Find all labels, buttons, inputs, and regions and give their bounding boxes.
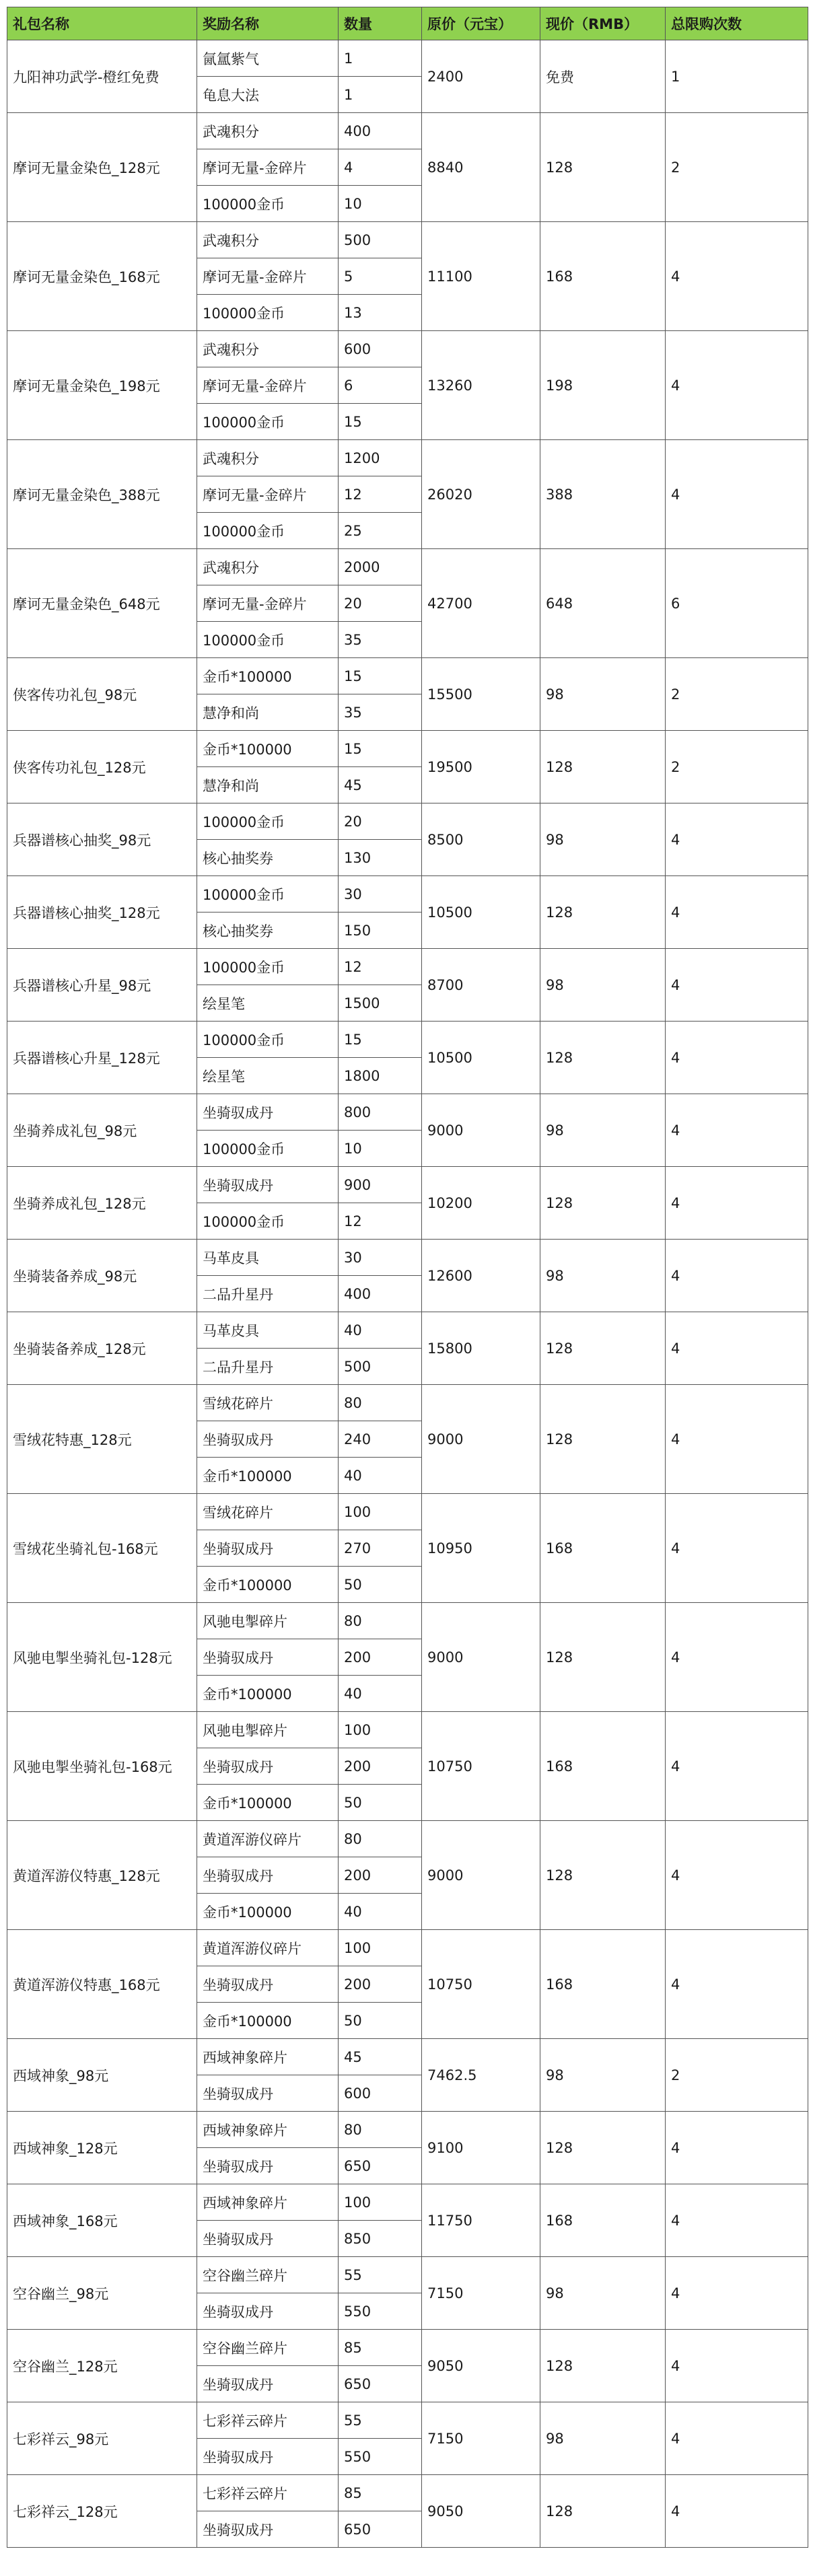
package-name-cell: 黄道浑游仪特惠_128元 [7,1821,197,1930]
purchase-limit-cell: 2 [666,731,808,803]
table-row [7,731,808,767]
table-row [7,1167,808,1203]
purchase-limit-cell: 4 [666,1240,808,1312]
package-name-cell: 摩诃无量金染色_168元 [7,222,197,331]
reward-name-cell: 坐骑驭成丹 [197,1966,339,2003]
quantity-cell: 50 [339,1567,422,1603]
quantity-cell: 40 [339,1312,422,1349]
header-package-name: 礼包名称 [7,7,197,40]
reward-name-cell: 摩诃无量-金碎片 [197,258,339,295]
package-name-cell: 风驰电掣坐骑礼包-128元 [7,1603,197,1712]
quantity-cell: 12 [339,476,422,513]
quantity-cell: 500 [339,1349,422,1385]
purchase-limit-cell: 2 [666,658,808,731]
reward-name-cell: 坐骑驭成丹 [197,2293,339,2330]
quantity-cell: 80 [339,2112,422,2148]
reward-name-cell: 雪绒花碎片 [197,1385,339,1421]
quantity-cell: 600 [339,2075,422,2112]
purchase-limit-cell: 4 [666,2257,808,2330]
quantity-cell: 650 [339,2366,422,2402]
quantity-cell: 100 [339,1712,422,1748]
purchase-limit-cell: 4 [666,2184,808,2257]
quantity-cell: 130 [339,840,422,876]
quantity-cell: 20 [339,803,422,840]
package-name-cell: 空谷幽兰_128元 [7,2330,197,2402]
quantity-cell: 1 [339,77,422,113]
original-price-cell: 11100 [422,222,540,331]
original-price-cell: 9000 [422,1385,540,1494]
purchase-limit-cell: 2 [666,113,808,222]
reward-name-cell: 慧净和尚 [197,694,339,731]
original-price-cell: 12600 [422,1240,540,1312]
package-name-cell: 摩诃无量金染色_388元 [7,440,197,549]
package-name-cell: 风驰电掣坐骑礼包-168元 [7,1712,197,1821]
current-price-cell: 168 [540,222,666,331]
current-price-cell: 648 [540,549,666,658]
reward-name-cell: 坐骑驭成丹 [197,1530,339,1567]
quantity-cell: 6 [339,367,422,404]
quantity-cell: 45 [339,2039,422,2075]
quantity-cell: 10 [339,1131,422,1167]
table-row [7,803,808,840]
quantity-cell: 12 [339,949,422,985]
reward-name-cell: 摩诃无量-金碎片 [197,476,339,513]
header-row [7,7,808,40]
table-row [7,1821,808,1857]
purchase-limit-cell: 4 [666,1494,808,1603]
reward-name-cell: 黄道浑游仪碎片 [197,1821,339,1857]
quantity-cell: 15 [339,1022,422,1058]
quantity-cell: 1200 [339,440,422,476]
quantity-cell: 25 [339,513,422,549]
purchase-limit-cell: 4 [666,1930,808,2039]
table-row [7,440,808,476]
quantity-cell: 85 [339,2330,422,2366]
reward-name-cell: 七彩祥云碎片 [197,2475,339,2511]
reward-name-cell: 二品升星丹 [197,1276,339,1312]
reward-name-cell: 龟息大法 [197,77,339,113]
purchase-limit-cell: 4 [666,949,808,1022]
reward-name-cell: 100000金币 [197,513,339,549]
purchase-limit-cell: 6 [666,549,808,658]
table-row [7,1312,808,1349]
reward-name-cell: 空谷幽兰碎片 [197,2330,339,2366]
package-name-cell: 摩诃无量金染色_128元 [7,113,197,222]
current-price-cell: 免费 [540,40,666,113]
original-price-cell: 9050 [422,2475,540,2548]
header-quantity: 数量 [339,7,422,40]
purchase-limit-cell: 4 [666,1167,808,1240]
package-name-cell: 雪绒花坐骑礼包-168元 [7,1494,197,1603]
current-price-cell: 168 [540,1712,666,1821]
table-row [7,658,808,694]
quantity-cell: 550 [339,2439,422,2475]
quantity-cell: 55 [339,2402,422,2439]
reward-name-cell: 坐骑驭成丹 [197,2366,339,2402]
quantity-cell: 80 [339,1821,422,1857]
gift-package-table [7,7,808,2548]
reward-name-cell: 100000金币 [197,622,339,658]
current-price-cell: 128 [540,1312,666,1385]
purchase-limit-cell: 4 [666,1312,808,1385]
table-row [7,1712,808,1748]
purchase-limit-cell: 4 [666,1821,808,1930]
reward-name-cell: 慧净和尚 [197,767,339,803]
table-row [7,2112,808,2148]
table-row [7,40,808,77]
reward-name-cell: 坐骑驭成丹 [197,1167,339,1203]
table-row [7,2184,808,2221]
original-price-cell: 7462.5 [422,2039,540,2112]
reward-name-cell: 武魂积分 [197,331,339,367]
package-name-cell: 西域神象_128元 [7,2112,197,2184]
reward-name-cell: 武魂积分 [197,440,339,476]
quantity-cell: 400 [339,113,422,149]
reward-name-cell: 风驰电掣碎片 [197,1603,339,1639]
reward-name-cell: 金币*100000 [197,2003,339,2039]
quantity-cell: 200 [339,1966,422,2003]
current-price-cell: 128 [540,731,666,803]
reward-name-cell: 坐骑驭成丹 [197,1857,339,1894]
quantity-cell: 150 [339,913,422,949]
table-row [7,2039,808,2075]
package-name-cell: 坐骑养成礼包_128元 [7,1167,197,1240]
reward-name-cell: 二品升星丹 [197,1349,339,1385]
current-price-cell: 98 [540,949,666,1022]
quantity-cell: 650 [339,2511,422,2548]
reward-name-cell: 金币*100000 [197,658,339,694]
reward-name-cell: 武魂积分 [197,222,339,258]
original-price-cell: 42700 [422,549,540,658]
quantity-cell: 30 [339,876,422,913]
reward-name-cell: 金币*100000 [197,1458,339,1494]
current-price-cell: 98 [540,1240,666,1312]
reward-name-cell: 绘星笔 [197,1058,339,1094]
reward-name-cell: 武魂积分 [197,549,339,585]
original-price-cell: 10500 [422,876,540,949]
quantity-cell: 40 [339,1894,422,1930]
quantity-cell: 80 [339,1603,422,1639]
quantity-cell: 12 [339,1203,422,1240]
package-name-cell: 摩诃无量金染色_648元 [7,549,197,658]
original-price-cell: 8500 [422,803,540,876]
package-name-cell: 侠客传功礼包_128元 [7,731,197,803]
quantity-cell: 1500 [339,985,422,1022]
quantity-cell: 270 [339,1530,422,1567]
reward-name-cell: 金币*100000 [197,1894,339,1930]
reward-name-cell: 风驰电掣碎片 [197,1712,339,1748]
table-row [7,2402,808,2439]
table-row [7,2330,808,2366]
reward-name-cell: 七彩祥云碎片 [197,2402,339,2439]
header-current-price: 现价（RMB） [540,7,666,40]
reward-name-cell: 马革皮具 [197,1240,339,1276]
table-body [7,40,808,2548]
reward-name-cell: 100000金币 [197,186,339,222]
quantity-cell: 40 [339,1676,422,1712]
purchase-limit-cell: 2 [666,2039,808,2112]
quantity-cell: 50 [339,2003,422,2039]
original-price-cell: 9050 [422,2330,540,2402]
original-price-cell: 10750 [422,1930,540,2039]
package-name-cell: 雪绒花特惠_128元 [7,1385,197,1494]
quantity-cell: 240 [339,1421,422,1458]
original-price-cell: 2400 [422,40,540,113]
current-price-cell: 198 [540,331,666,440]
purchase-limit-cell: 4 [666,2402,808,2475]
package-name-cell: 西域神象_98元 [7,2039,197,2112]
table-row [7,876,808,913]
table-row [7,1603,808,1639]
original-price-cell: 7150 [422,2257,540,2330]
table-row [7,222,808,258]
current-price-cell: 98 [540,803,666,876]
package-name-cell: 七彩祥云_98元 [7,2402,197,2475]
current-price-cell: 168 [540,1494,666,1603]
quantity-cell: 100 [339,2184,422,2221]
quantity-cell: 4 [339,149,422,186]
reward-name-cell: 西域神象碎片 [197,2039,339,2075]
reward-name-cell: 金币*100000 [197,1676,339,1712]
original-price-cell: 7150 [422,2402,540,2475]
quantity-cell: 55 [339,2257,422,2293]
reward-name-cell: 100000金币 [197,1131,339,1167]
package-name-cell: 兵器谱核心升星_128元 [7,1022,197,1094]
package-name-cell: 黄道浑游仪特惠_168元 [7,1930,197,2039]
package-name-cell: 坐骑装备养成_128元 [7,1312,197,1385]
original-price-cell: 10950 [422,1494,540,1603]
current-price-cell: 168 [540,1930,666,2039]
quantity-cell: 15 [339,731,422,767]
reward-name-cell: 100000金币 [197,876,339,913]
package-name-cell: 坐骑装备养成_98元 [7,1240,197,1312]
purchase-limit-cell: 4 [666,1022,808,1094]
current-price-cell: 128 [540,2330,666,2402]
quantity-cell: 100 [339,1494,422,1530]
quantity-cell: 80 [339,1385,422,1421]
reward-name-cell: 摩诃无量-金碎片 [197,367,339,404]
purchase-limit-cell: 4 [666,222,808,331]
reward-name-cell: 黄道浑游仪碎片 [197,1930,339,1966]
current-price-cell: 128 [540,1022,666,1094]
original-price-cell: 9000 [422,1821,540,1930]
quantity-cell: 850 [339,2221,422,2257]
purchase-limit-cell: 4 [666,1603,808,1712]
quantity-cell: 400 [339,1276,422,1312]
table-row [7,1022,808,1058]
purchase-limit-cell: 4 [666,1094,808,1167]
reward-name-cell: 100000金币 [197,1203,339,1240]
reward-name-cell: 坐骑驭成丹 [197,2148,339,2184]
quantity-cell: 550 [339,2293,422,2330]
table-row [7,1094,808,1131]
purchase-limit-cell: 4 [666,331,808,440]
package-name-cell: 坐骑养成礼包_98元 [7,1094,197,1167]
current-price-cell: 98 [540,2402,666,2475]
current-price-cell: 98 [540,658,666,731]
quantity-cell: 15 [339,658,422,694]
reward-name-cell: 武魂积分 [197,113,339,149]
purchase-limit-cell: 4 [666,876,808,949]
package-name-cell: 兵器谱核心抽奖_128元 [7,876,197,949]
package-name-cell: 空谷幽兰_98元 [7,2257,197,2330]
current-price-cell: 128 [540,1821,666,1930]
table-row [7,1930,808,1966]
table-row [7,2257,808,2293]
current-price-cell: 128 [540,113,666,222]
table-row [7,949,808,985]
reward-name-cell: 100000金币 [197,949,339,985]
quantity-cell: 800 [339,1094,422,1131]
reward-name-cell: 雪绒花碎片 [197,1494,339,1530]
table-row [7,113,808,149]
reward-name-cell: 坐骑驭成丹 [197,2221,339,2257]
quantity-cell: 15 [339,404,422,440]
table-row [7,1385,808,1421]
quantity-cell: 20 [339,585,422,622]
quantity-cell: 5 [339,258,422,295]
purchase-limit-cell: 4 [666,2112,808,2184]
quantity-cell: 10 [339,186,422,222]
package-name-cell: 九阳神功武学-橙红免费 [7,40,197,113]
reward-name-cell: 金币*100000 [197,731,339,767]
reward-name-cell: 西域神象碎片 [197,2112,339,2148]
purchase-limit-cell: 4 [666,1712,808,1821]
current-price-cell: 98 [540,1094,666,1167]
quantity-cell: 200 [339,1748,422,1785]
quantity-cell: 500 [339,222,422,258]
reward-name-cell: 坐骑驭成丹 [197,2439,339,2475]
reward-name-cell: 100000金币 [197,404,339,440]
reward-name-cell: 空谷幽兰碎片 [197,2257,339,2293]
quantity-cell: 85 [339,2475,422,2511]
original-price-cell: 26020 [422,440,540,549]
reward-name-cell: 西域神象碎片 [197,2184,339,2221]
reward-name-cell: 坐骑驭成丹 [197,1748,339,1785]
reward-name-cell: 金币*100000 [197,1567,339,1603]
reward-name-cell: 核心抽奖券 [197,840,339,876]
quantity-cell: 900 [339,1167,422,1203]
quantity-cell: 50 [339,1785,422,1821]
purchase-limit-cell: 4 [666,1385,808,1494]
original-price-cell: 10500 [422,1022,540,1094]
purchase-limit-cell: 4 [666,803,808,876]
current-price-cell: 128 [540,2112,666,2184]
quantity-cell: 40 [339,1458,422,1494]
table-row [7,1240,808,1276]
reward-name-cell: 核心抽奖券 [197,913,339,949]
current-price-cell: 128 [540,2475,666,2548]
quantity-cell: 30 [339,1240,422,1276]
current-price-cell: 128 [540,876,666,949]
quantity-cell: 100 [339,1930,422,1966]
package-name-cell: 兵器谱核心升星_98元 [7,949,197,1022]
header-original-price: 原价（元宝） [422,7,540,40]
purchase-limit-cell: 1 [666,40,808,113]
reward-name-cell: 坐骑驭成丹 [197,1639,339,1676]
quantity-cell: 2000 [339,549,422,585]
purchase-limit-cell: 4 [666,2330,808,2402]
reward-name-cell: 坐骑驭成丹 [197,2511,339,2548]
reward-name-cell: 氤氲紫气 [197,40,339,77]
quantity-cell: 45 [339,767,422,803]
reward-name-cell: 马革皮具 [197,1312,339,1349]
reward-name-cell: 金币*100000 [197,1785,339,1821]
table-row [7,2475,808,2511]
current-price-cell: 98 [540,2039,666,2112]
original-price-cell: 10750 [422,1712,540,1821]
quantity-cell: 200 [339,1857,422,1894]
reward-name-cell: 摩诃无量-金碎片 [197,149,339,186]
header-purchase-limit: 总限购次数 [666,7,808,40]
quantity-cell: 200 [339,1639,422,1676]
reward-name-cell: 坐骑驭成丹 [197,2075,339,2112]
table-row [7,331,808,367]
package-name-cell: 西域神象_168元 [7,2184,197,2257]
package-name-cell: 七彩祥云_128元 [7,2475,197,2548]
original-price-cell: 9100 [422,2112,540,2184]
original-price-cell: 8840 [422,113,540,222]
original-price-cell: 11750 [422,2184,540,2257]
reward-name-cell: 坐骑驭成丹 [197,1094,339,1131]
purchase-limit-cell: 4 [666,2475,808,2548]
current-price-cell: 98 [540,2257,666,2330]
current-price-cell: 128 [540,1385,666,1494]
quantity-cell: 13 [339,295,422,331]
table-row [7,1494,808,1530]
current-price-cell: 388 [540,440,666,549]
original-price-cell: 10200 [422,1167,540,1240]
current-price-cell: 168 [540,2184,666,2257]
reward-name-cell: 摩诃无量-金碎片 [197,585,339,622]
reward-name-cell: 100000金币 [197,1022,339,1058]
original-price-cell: 15500 [422,658,540,731]
reward-name-cell: 100000金币 [197,295,339,331]
original-price-cell: 15800 [422,1312,540,1385]
table-header [7,7,808,40]
reward-name-cell: 绘星笔 [197,985,339,1022]
quantity-cell: 600 [339,331,422,367]
package-name-cell: 侠客传功礼包_98元 [7,658,197,731]
quantity-cell: 35 [339,622,422,658]
package-name-cell: 兵器谱核心抽奖_98元 [7,803,197,876]
package-name-cell: 摩诃无量金染色_198元 [7,331,197,440]
original-price-cell: 19500 [422,731,540,803]
original-price-cell: 9000 [422,1603,540,1712]
original-price-cell: 9000 [422,1094,540,1167]
quantity-cell: 650 [339,2148,422,2184]
current-price-cell: 128 [540,1603,666,1712]
original-price-cell: 13260 [422,331,540,440]
quantity-cell: 1 [339,40,422,77]
table-row [7,549,808,585]
reward-name-cell: 坐骑驭成丹 [197,1421,339,1458]
current-price-cell: 128 [540,1167,666,1240]
header-reward-name: 奖励名称 [197,7,339,40]
quantity-cell: 35 [339,694,422,731]
purchase-limit-cell: 4 [666,440,808,549]
quantity-cell: 1800 [339,1058,422,1094]
reward-name-cell: 100000金币 [197,803,339,840]
original-price-cell: 8700 [422,949,540,1022]
